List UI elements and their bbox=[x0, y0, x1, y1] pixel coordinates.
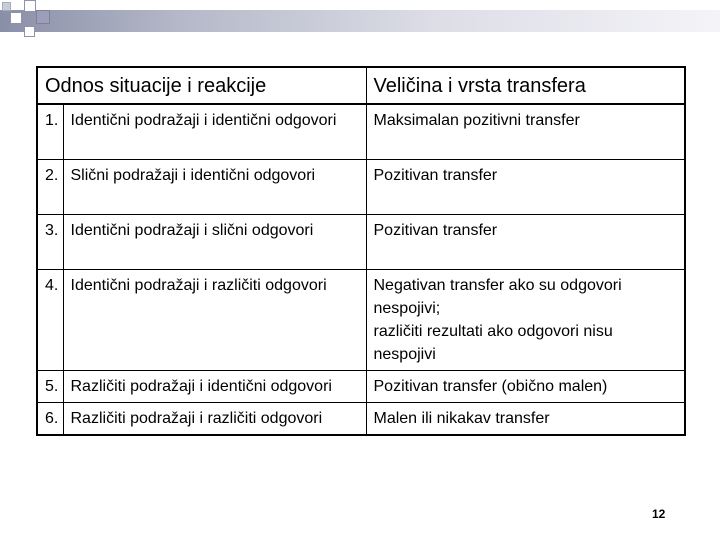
row-transfer-line: Negativan transfer ako su odgovori nespojivi; bbox=[373, 277, 622, 317]
table-row bbox=[37, 215, 685, 270]
decorative-top-band bbox=[0, 10, 720, 32]
row-number: 2. bbox=[37, 160, 63, 215]
decorative-square bbox=[24, 0, 36, 12]
row-situation: Različiti podražaji i različiti odgovori bbox=[63, 403, 366, 436]
row-transfer-line: Maksimalan pozitivni transfer bbox=[373, 112, 580, 129]
row-transfer bbox=[366, 371, 685, 403]
row-transfer-line: Pozitivan transfer bbox=[373, 167, 498, 184]
header-situation-reaction: Odnos situacije i reakcije bbox=[37, 67, 366, 104]
table-header-row bbox=[37, 67, 685, 104]
row-situation: Slični podražaji i identični odgovori bbox=[63, 160, 366, 215]
transfer-table bbox=[36, 66, 686, 436]
table-row bbox=[37, 371, 685, 403]
row-situation: Identični podražaji i različiti odgovori bbox=[63, 270, 366, 371]
decorative-square bbox=[10, 12, 22, 24]
row-situation: Identični podražaji i slični odgovori bbox=[63, 215, 366, 270]
row-situation: Identični podražaji i identični odgovori bbox=[63, 104, 366, 160]
row-situation: Različiti podražaji i identični odgovori bbox=[63, 371, 366, 403]
table-row bbox=[37, 403, 685, 436]
row-transfer-line: različiti rezultati ako odgovori nisu nespojivi bbox=[373, 323, 613, 363]
row-transfer bbox=[366, 215, 685, 270]
decorative-square bbox=[24, 26, 35, 37]
table-row bbox=[37, 270, 685, 371]
row-number: 4. bbox=[37, 270, 63, 371]
row-transfer bbox=[366, 270, 685, 371]
row-transfer-line: Pozitivan transfer bbox=[373, 222, 498, 239]
row-number: 6. bbox=[37, 403, 63, 436]
row-number: 1. bbox=[37, 104, 63, 160]
row-number: 3. bbox=[37, 215, 63, 270]
row-number: 5. bbox=[37, 371, 63, 403]
page-number: 12 bbox=[652, 507, 666, 521]
row-transfer bbox=[366, 160, 685, 215]
row-transfer-line: Malen ili nikakav transfer bbox=[373, 410, 550, 427]
decorative-square bbox=[36, 10, 50, 24]
decorative-square bbox=[2, 2, 11, 11]
table-row bbox=[37, 104, 685, 160]
row-transfer bbox=[366, 403, 685, 436]
row-transfer bbox=[366, 104, 685, 160]
row-transfer-line: Pozitivan transfer (obično malen) bbox=[373, 378, 608, 395]
header-transfer: Veličina i vrsta transfera bbox=[366, 67, 685, 104]
table-row bbox=[37, 160, 685, 215]
